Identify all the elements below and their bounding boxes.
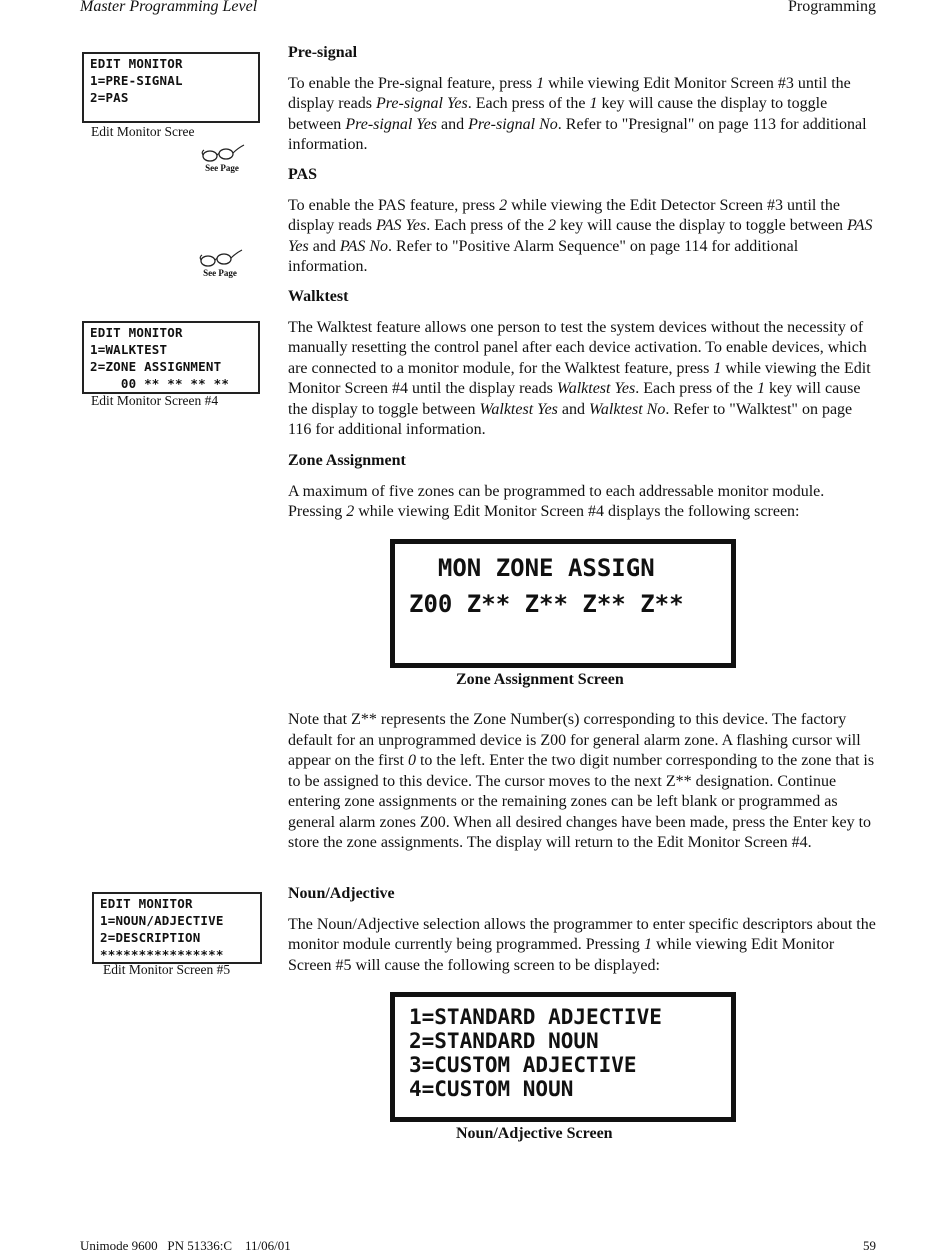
edit-monitor-screen-3 [82,52,260,123]
edit-monitor-screen-4-caption: Edit Monitor Screen #4 [91,393,219,408]
lcd-line: 2=PAS [90,90,129,105]
see-page-label: See Page [203,268,237,278]
see-page-reference [195,247,245,278]
edit-monitor-screen-4 [82,321,260,394]
paragraph: A maximum of five zones can be programmed to each addressable monitor module. Pressing 2 while viewing Edit Monitor Screen #4 displays the following screen: [288,482,825,520]
section-heading: PAS [288,166,318,183]
lcd-line: Z00 Z** Z** Z** Z** [409,590,684,618]
footer-document-info: Unimode 9600 PN 51336:C 11/06/01 [80,1238,291,1253]
paragraph: The Walktest feature allows one person to test the system devices without the necessity of manually resetting the control panel after each device activation. To enable devices, which are connected to a monitor module, for the Walktest feature, press 1 while viewing the Edit Monitor Screen #4 until the display reads Walktest Yes. Each press of the 1 key will cause the display to toggle between Walktest Yes and Walktest No. Refer to "Walktest" on page 116 for additional information. [288,318,871,438]
lcd-line: EDIT MONITOR [90,325,183,340]
lcd-line: MON ZONE ASSIGN [409,554,655,582]
zone-assignment-screen-caption: Zone Assignment Screen [456,671,624,688]
walktest-section [288,287,878,441]
eyeglasses-icon [198,142,246,164]
noun-adjective-screen [390,992,736,1122]
presignal-section [288,43,878,156]
edit-monitor-screen-5 [92,892,262,964]
edit-monitor-screen-3-caption: Edit Monitor Scree [91,124,195,139]
lcd-line: 2=DESCRIPTION [100,930,201,945]
lcd-line: 00 ** ** ** ** [90,376,230,391]
lcd-line: 2=ZONE ASSIGNMENT [90,359,222,374]
zone-assignment-note [288,710,878,854]
header-chapter-title: Programming [788,0,876,15]
lcd-line: 3=CUSTOM ADJECTIVE [409,1053,637,1077]
lcd-line: 2=STANDARD NOUN [409,1029,599,1053]
lcd-line: 1=PRE-SIGNAL [90,73,183,88]
edit-monitor-screen-5-caption: Edit Monitor Screen #5 [103,962,231,977]
section-heading: Pre-signal [288,44,358,61]
header-section-title: Master Programming Level [80,0,258,15]
paragraph: To enable the PAS feature, press 2 while viewing the Edit Detector Screen #3 until the display reads PAS Yes. Each press of the 2 key will cause the display to toggle between PAS Yes and PAS No. Refer to "Positive Alarm Sequence" on page 114 for additional information. [288,196,873,275]
lcd-line: 4=CUSTOM NOUN [409,1077,574,1101]
pas-section [288,165,878,278]
lcd-line: **************** [100,947,224,962]
paragraph: Note that Z** represents the Zone Number(s) corresponding to this device. The factory default for an unprogrammed device is Z00 for general alarm zone. A flashing cursor will appear on the first 0 to the left. Enter the two digit number corresponding to the zone that is to be assigned to this device. The cursor moves to the next Z** designation. Continue entering zone assignments or the remaining zones can be left blank or programmed as general alarm zones Z00. When all desired changes have been made, press the Enter key to store the zone assignments. The display will return to the Edit Monitor Screen #4. [288,711,875,851]
eyeglasses-icon [196,247,244,269]
section-heading: Zone Assignment [288,452,406,469]
noun-adjective-screen-caption: Noun/Adjective Screen [456,1125,613,1142]
section-heading: Noun/Adjective [288,885,395,902]
lcd-line: EDIT MONITOR [100,896,193,911]
see-page-label: See Page [205,163,239,173]
lcd-line: 1=WALKTEST [90,342,168,357]
zone-assignment-section [288,451,878,523]
zone-assignment-screen [390,539,736,668]
section-heading: Walktest [288,288,349,305]
paragraph: The Noun/Adjective selection allows the programmer to enter specific descriptors about the monitor module currently being programmed. Pressing 1 while viewing Edit Monitor Screen #5 will cause the following screen to be displayed: [288,915,876,974]
noun-adjective-section [288,884,878,976]
paragraph: To enable the Pre-signal feature, press 1 while viewing Edit Monitor Screen #3 until the display reads Pre-signal Yes. Each press of the 1 key will cause the display to toggle between Pre-signal Yes and Pre-signal No. Refer to "Presignal" on page 113 for additional information. [288,74,867,153]
lcd-line: 1=STANDARD ADJECTIVE [409,1005,662,1029]
lcd-line: 1=NOUN/ADJECTIVE [100,913,224,928]
see-page-reference [197,142,247,173]
lcd-line: EDIT MONITOR [90,56,183,71]
page-number: 59 [863,1238,876,1253]
